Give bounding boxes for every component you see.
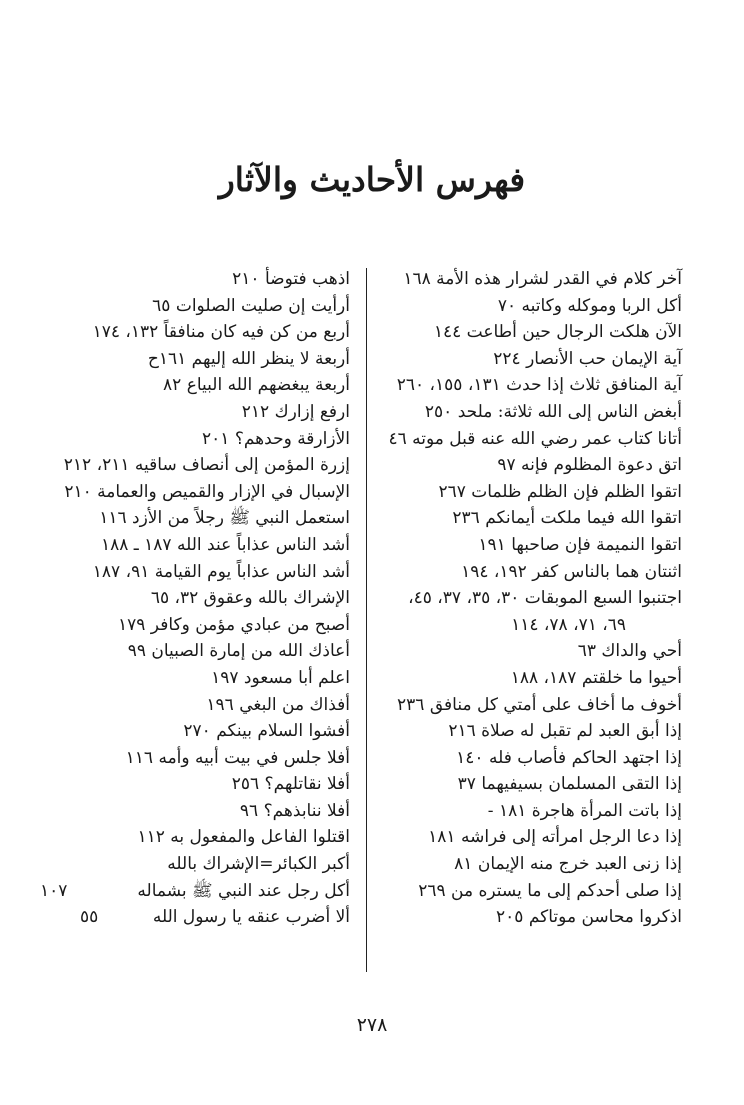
- index-entry: أفلا ننابذهم؟ ٩٦: [239, 800, 350, 821]
- index-entry: اثنتان هما بالناس كفر ١٩٢، ١٩٤: [461, 561, 682, 582]
- index-entry: اذكروا محاسن موتاكم ٢٠٥: [496, 907, 682, 928]
- index-entry: [40, 878, 350, 905]
- page-number: ٢٧٨: [356, 1014, 388, 1036]
- index-entry: أرأيت إن صليت الصلوات ٦٥: [152, 295, 350, 316]
- index-entry: الأزارقة وحدهم؟ ٢٠١: [202, 428, 350, 449]
- index-entry: أفلا نقاتلهم؟ ٢٥٦: [231, 774, 350, 795]
- index-entry-page: ٥٥: [80, 907, 99, 928]
- index-entry: آية الإيمان حب الأنصار ٢٢٤: [493, 348, 682, 369]
- index-entry: إزرة المؤمن إلى أنصاف ساقيه ٢١١، ٢١٢: [63, 455, 350, 476]
- index-entry: أفشوا السلام بينكم ٢٧٠: [183, 721, 350, 742]
- index-entry-continuation: ٦٩، ٧١، ٧٨، ١١٤: [511, 614, 626, 635]
- index-entry: الإسبال في الإزار والقميص والعمامة ٢١٠: [64, 481, 350, 502]
- index-entry-text: أكل رجل عند النبي ﷺ بشماله: [137, 880, 350, 901]
- index-entry: أربعة يبغضهم الله البياع ٨٢: [163, 375, 350, 396]
- index-entry: أكل الربا وموكله وكاتبه ٧٠: [497, 295, 682, 316]
- index-entry: أربع من كن فيه كان منافقاً ١٣٢، ١٧٤: [92, 322, 350, 343]
- index-entry: أبغض الناس إلى الله ثلاثة: ملحد ٢٥٠: [424, 401, 682, 422]
- index-column-left: [30, 266, 350, 931]
- index-entry: إذا أبق العبد لم تقبل له صلاة ٢١٦: [448, 721, 682, 742]
- index-entry: الإشراك بالله وعقوق ٣٢، ٦٥: [150, 588, 350, 609]
- index-entry: إذا دعا الرجل امرأته إلى فراشه ١٨١: [428, 827, 682, 848]
- index-entry: أتانا كتاب عمر رضي الله عنه قبل موته ٤٦: [388, 428, 682, 449]
- index-entry: الآن هلكت الرجال حين أطاعت ١٤٤: [433, 322, 682, 343]
- index-entry: اعلم أبا مسعود ١٩٧: [211, 667, 350, 688]
- index-entry: اتقوا النميمة فإن صاحبها ١٩١: [478, 534, 682, 555]
- index-entry: إذا التقى المسلمان بسيفيهما ٣٧: [457, 774, 682, 795]
- index-entry: أخوف ما أخاف على أمتي كل منافق ٢٣٦: [397, 694, 682, 715]
- index-entry: [80, 904, 350, 931]
- index-entry: اذهب فتوضأ ٢١٠: [232, 269, 350, 289]
- index-entry: آية المنافق ثلاث إذا حدث ١٣١، ١٥٥، ٢٦٠: [396, 375, 682, 396]
- index-entry: إذا باتت المرأة هاجرة ١٨١ -: [487, 800, 682, 821]
- index-entry: آخر كلام في القدر لشرار هذه الأمة ١٦٨: [403, 269, 682, 289]
- index-entry-page: ١٠٧: [40, 880, 68, 901]
- index-entry: أعاذك الله من إمارة الصبيان ٩٩: [127, 641, 350, 662]
- index-entry: اتقوا الله فيما ملكت أيمانكم ٢٣٦: [452, 508, 682, 529]
- index-entry: ارفع إزارك ٢١٢: [241, 401, 350, 422]
- page-title: فهرس الأحاديث والآثار: [218, 160, 526, 199]
- index-entry: أفذاك من البغي ١٩٦: [206, 694, 350, 715]
- index-entry: إذا زنى العبد خرج منه الإيمان ٨١: [454, 854, 682, 875]
- index-entry: أشد الناس عذاباً يوم القيامة ٩١، ١٨٧: [92, 561, 350, 582]
- index-entry: اجتنبوا السبع الموبقات ٣٠، ٣٥، ٣٧، ٤٥،: [408, 588, 682, 609]
- index-entry: أربعة لا ينظر الله إليهم ١٦١ح: [147, 348, 350, 369]
- index-entry: أفلا جلس في بيت أبيه وأمه ١١٦: [125, 747, 350, 768]
- index-entry: أصبح من عبادي مؤمن وكافر ١٧٩: [118, 614, 350, 635]
- index-entry: أشد الناس عذاباً عند الله ١٨٧ ـ ١٨٨: [100, 534, 350, 555]
- index-entry: أكبر الكبائر=الإشراك بالله: [167, 854, 350, 875]
- index-entry-text: ألا أضرب عنقه يا رسول الله: [152, 907, 350, 928]
- index-entry: إذا اجتهد الحاكم فأصاب فله ١٤٠: [456, 747, 682, 768]
- index-entry: اتق دعوة المظلوم فإنه ٩٧: [497, 455, 682, 476]
- index-entry: استعمل النبي ﷺ رجلاً من الأزد ١١٦: [99, 508, 350, 529]
- column-divider: [366, 268, 367, 972]
- index-entry: أحي والداك ٦٣: [577, 641, 682, 662]
- index-column-right: [382, 266, 682, 931]
- index-entry: اتقوا الظلم فإن الظلم ظلمات ٢٦٧: [438, 481, 682, 502]
- index-entry: أحيوا ما خلقتم ١٨٧، ١٨٨: [510, 667, 682, 688]
- index-entry: إذا صلى أحدكم إلى ما يستره من ٢٦٩: [418, 880, 682, 901]
- index-entry: اقتلوا الفاعل والمفعول به ١١٢: [137, 827, 350, 848]
